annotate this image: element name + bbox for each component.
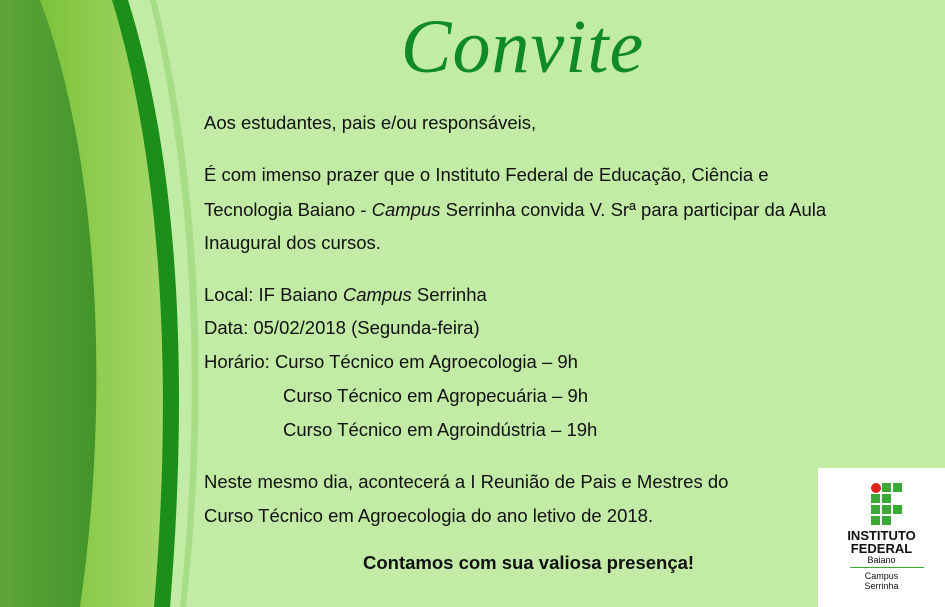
logo-text-campus: Campus	[864, 571, 899, 581]
paragraph2-line2: Curso Técnico em Agroecologia do ano letivo de 2018.	[204, 505, 654, 526]
logo-square	[882, 483, 891, 492]
campus-word: Campus	[371, 199, 441, 220]
logo-square	[893, 505, 902, 514]
invitation-title: Convite	[400, 5, 645, 89]
paragraph1-line2-end: Serrinha convida V. Srª para participar da Aula	[440, 199, 827, 220]
logo-red-dot	[871, 483, 881, 493]
logo-divider	[850, 567, 924, 568]
local-label: Local: IF Baiano	[204, 284, 343, 305]
schedule-line-2: Curso Técnico em Agropecuária – 9h	[283, 385, 589, 406]
paragraph1-line2-start: Tecnologia Baiano -	[204, 199, 372, 220]
paragraph1-line2	[204, 193, 826, 227]
schedule-line-3: Curso Técnico em Agroindústria – 19h	[283, 419, 598, 440]
logo-square	[871, 505, 880, 514]
paragraph1-line1: É com imenso prazer que o Instituto Federal de Educação, Ciência e	[204, 164, 769, 185]
salutation: Aos estudantes, pais e/ou responsáveis,	[204, 112, 537, 133]
logo-square	[871, 516, 880, 525]
logo-square	[882, 494, 891, 503]
paragraph1-line3: Inaugural dos cursos.	[204, 232, 381, 253]
logo-grid-icon	[871, 483, 903, 525]
schedule-line-1: Horário: Curso Técnico em Agroecologia – 9h	[204, 351, 578, 372]
local-name: Serrinha	[411, 284, 487, 305]
local-line	[204, 278, 487, 312]
campus-word: Campus	[342, 284, 412, 305]
logo-square	[882, 505, 891, 514]
paragraph2-line1: Neste mesmo dia, acontecerá a I Reunião de Pais e Mestres do	[204, 471, 729, 492]
logo-square	[871, 494, 880, 503]
logo-text-federal: FEDERAL	[850, 541, 913, 556]
logo-square	[882, 516, 891, 525]
closing-message: Contamos com sua valiosa presença!	[363, 552, 695, 573]
logo-text-serrinha: Serrinha	[864, 581, 899, 591]
date-line: Data: 05/02/2018 (Segunda-feira)	[204, 317, 480, 338]
logo-text-baiano: Baiano	[867, 555, 896, 565]
institute-logo	[818, 468, 945, 607]
logo-text-instituto: INSTITUTO	[847, 528, 916, 543]
logo-square	[893, 483, 902, 492]
